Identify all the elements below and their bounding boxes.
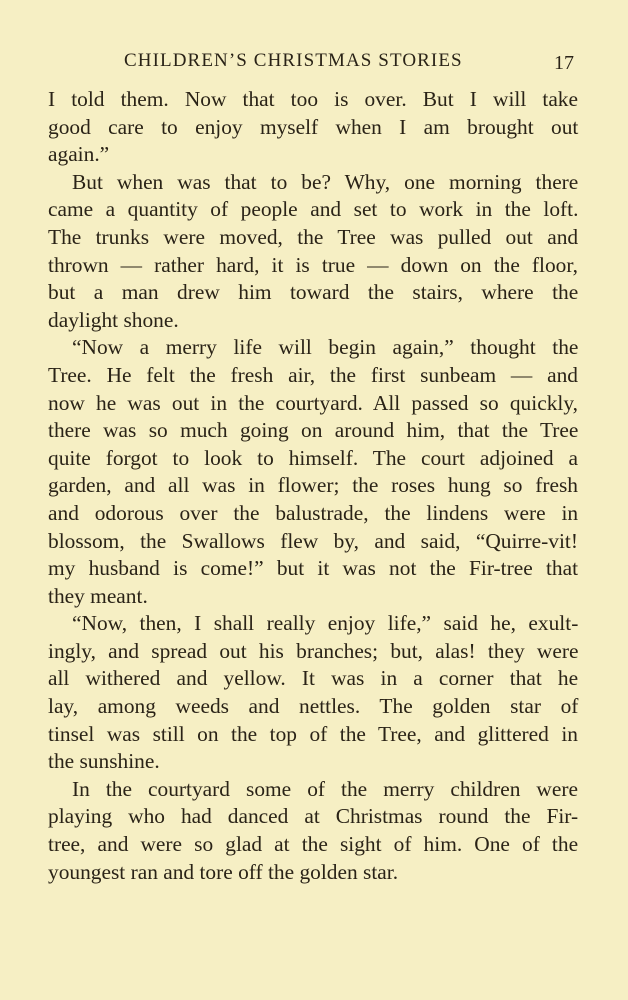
- text-line: The trunks were moved, the Tree was pulled out and: [48, 224, 579, 249]
- text-line: playing who had danced at Christmas round the Fir-: [48, 804, 579, 829]
- text-line: my husband is come!” but it was not the Fir-tree that: [48, 556, 579, 581]
- text-line: thrown — rather hard, it is true — down on the floor,: [48, 252, 578, 277]
- text-line: and odorous over the balustrade, the lindens were in: [48, 500, 579, 525]
- text-line: daylight shone.: [48, 307, 179, 332]
- text-line: tinsel was still on the top of the Tree, and glittered in: [48, 721, 578, 746]
- text-line: But when was that to be? Why, one morning there: [72, 169, 579, 194]
- text-line: Tree. He felt the fresh air, the first sunbeam — and: [48, 362, 578, 387]
- text-line: In the courtyard some of the merry children were: [72, 776, 578, 801]
- text-line: again.”: [48, 142, 110, 167]
- text-line: lay, among weeds and nettles. The golden star of: [48, 694, 579, 719]
- text-line: all withered and yellow. It was in a corner that he: [48, 666, 579, 691]
- text-line: the sunshine.: [48, 749, 160, 774]
- text-line: tree, and were so glad at the sight of him. One of the: [48, 832, 579, 857]
- text-line: ingly, and spread out his branches; but, alas! they were: [48, 638, 579, 663]
- text-line: “Now a merry life will begin again,” thought the: [72, 335, 579, 360]
- text-line: blossom, the Swallows flew by, and said, “Quirre-vit!: [48, 528, 578, 553]
- paragraph-2: [48, 169, 578, 335]
- text-line: garden, and all was in flower; the roses hung so fresh: [48, 473, 578, 498]
- running-head: [0, 46, 628, 76]
- paragraph-1: [48, 86, 578, 169]
- text-line: I told them. Now that too is over. But I will take: [48, 87, 578, 111]
- text-line: but a man drew him toward the stairs, where the: [48, 280, 579, 305]
- text-line: now he was out in the courtyard. All passed so quickly,: [48, 390, 578, 415]
- paragraph-4: [48, 610, 578, 776]
- running-title: CHILDREN’S CHRISTMAS STORIES: [124, 50, 463, 71]
- paragraph-3: [48, 334, 578, 610]
- page-number: 17: [554, 52, 574, 74]
- text-line: came a quantity of people and set to work in the loft.: [48, 197, 579, 222]
- text-line: they meant.: [48, 583, 148, 608]
- body-text: [48, 86, 578, 886]
- text-line: there was so much going on around him, that the Tree: [48, 418, 579, 443]
- text-line: youngest ran and tore off the golden star.: [48, 859, 399, 884]
- text-line: “Now, then, I shall really enjoy life,” said he, exult-: [72, 611, 579, 636]
- text-line: good care to enjoy myself when I am brought out: [48, 114, 579, 139]
- text-line: quite forgot to look to himself. The court adjoined a: [48, 445, 578, 470]
- paragraph-5: [48, 776, 578, 886]
